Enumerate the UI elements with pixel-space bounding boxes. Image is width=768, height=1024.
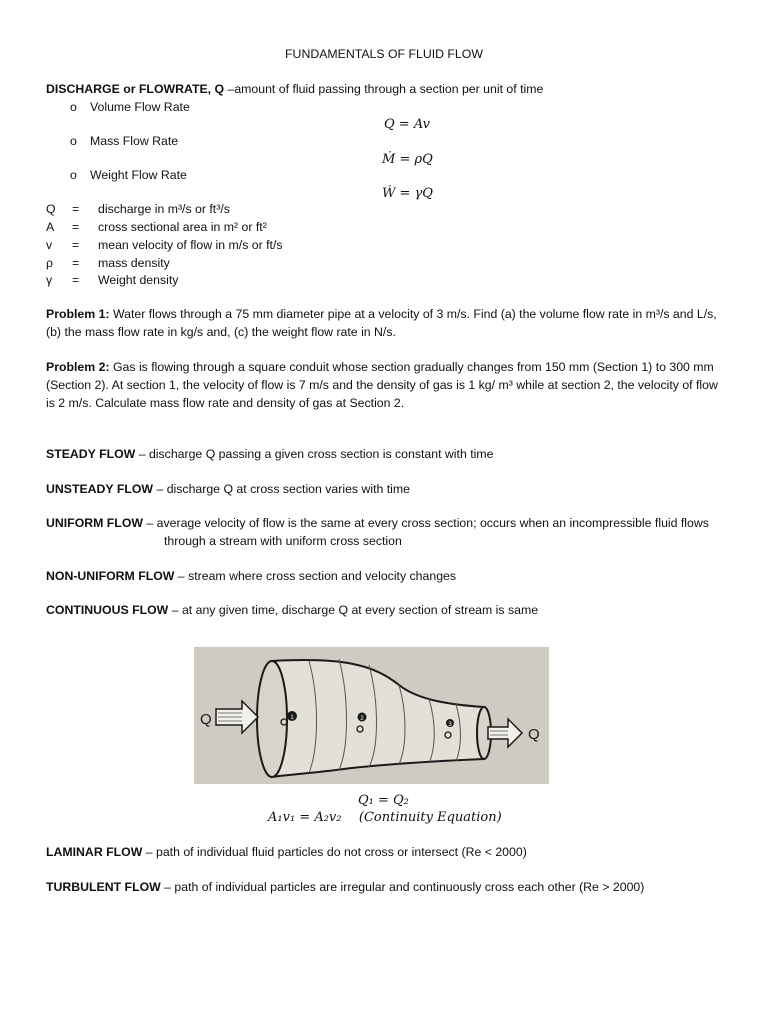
definition-equals: = (72, 220, 80, 234)
term: TURBULENT FLOW (46, 880, 161, 894)
discharge-heading-def: –amount of fluid passing through a section per unit of time (224, 82, 544, 96)
bullet-mark: o (70, 100, 77, 114)
definition: – at any given time, discharge Q at every section of stream is same (168, 603, 539, 617)
term: UNIFORM FLOW (46, 516, 143, 530)
continuity-figure (194, 647, 549, 784)
definition-equals: = (72, 202, 80, 216)
turbulent-flow-definition (46, 879, 644, 897)
outlet-q-label: Q (528, 726, 540, 743)
definition: through a stream with uniform cross section (164, 534, 402, 548)
equation-weight-flow: Ẇ = γQ (382, 186, 433, 201)
inlet-q-label: Q (200, 711, 212, 728)
definition-symbol: Q (46, 202, 56, 216)
conduit-body (272, 660, 484, 777)
definition: – stream where cross section and velocity changes (174, 569, 457, 583)
bullet-mass-flow (46, 133, 178, 151)
problem-2 (46, 359, 726, 412)
equation-mass-flow: Ṁ = ρQ (382, 152, 433, 167)
definition-row (46, 219, 267, 237)
equation-volume-flow: Q = Av (384, 117, 431, 132)
term: NON-UNIFORM FLOW (46, 569, 175, 583)
definition-symbol: v (46, 238, 53, 252)
continuity-note: (Continuity Equation) (358, 810, 502, 825)
problem-2-label: Problem 2: (46, 360, 110, 374)
definition-row (46, 255, 170, 273)
definition: – path of individual particles are irregular and continuously cross each other (Re > 2000) (160, 880, 645, 894)
problem-1-label: Problem 1: (46, 307, 110, 321)
definition: – average velocity of flow is the same at every cross section; occurs when an incompressible fluid flows (143, 516, 709, 530)
term: STEADY FLOW (46, 447, 136, 461)
problem-2-text: Gas is flowing through a square conduit whose section gradually changes from 150 mm (Section 1) to 300 mm (Section 2). At section 1, the velocity of flow is 7 m/s and the density of gas is 1 kg/ m³ while at section 2, the velocity of flow is 2 m/s. Calculate mass flow rate and density of gas at Section 2. (46, 360, 718, 410)
continuous-flow-definition (46, 602, 538, 620)
bullet-label: Weight Flow Rate (90, 168, 187, 182)
term: CONTINUOUS FLOW (46, 603, 169, 617)
section-label-1: 1 (290, 715, 294, 721)
definition-row (46, 201, 230, 219)
problem-1-text: Water flows through a 75 mm diameter pipe at a velocity of 3 m/s. Find (a) the volume flow rate in m³/s and L/s, (b) the mass flow rate in kg/s and, (c) the weight flow rate in N/s. (46, 307, 717, 339)
laminar-flow-definition (46, 844, 527, 862)
uniform-flow-definition (46, 515, 709, 533)
continuity-line-1: Q₁ = Q₂ (358, 793, 409, 808)
definition-symbol: ρ (46, 256, 53, 270)
bullet-label: Mass Flow Rate (90, 134, 179, 148)
definition-row (46, 237, 283, 255)
term: UNSTEADY FLOW (46, 482, 154, 496)
definition-symbol: γ (46, 273, 53, 287)
section-label-2: 2 (360, 716, 364, 722)
steady-flow-definition (46, 446, 493, 464)
bullet-mark: o (70, 168, 77, 182)
discharge-heading (46, 81, 543, 99)
continuity-line-2 (268, 809, 502, 828)
outlet-arrow-icon (488, 719, 522, 747)
page-title: FUNDAMENTALS OF FLUID FLOW (285, 47, 483, 61)
non-uniform-flow-definition (46, 568, 456, 586)
definition-text: Weight density (98, 273, 179, 287)
unsteady-flow-definition (46, 481, 410, 499)
term: LAMINAR FLOW (46, 845, 143, 859)
bullet-volume-flow (46, 99, 190, 117)
definition: – discharge Q at cross section varies with time (153, 482, 410, 496)
definition-equals: = (72, 256, 80, 270)
definition: – path of individual fluid particles do not cross or intersect (Re < 2000) (142, 845, 527, 859)
definition-row (46, 272, 178, 290)
definition-text: mean velocity of flow in m/s or ft/s (98, 238, 283, 252)
discharge-heading-term: DISCHARGE or FLOWRATE, Q (46, 82, 225, 96)
definition: – discharge Q passing a given cross section is constant with time (135, 447, 494, 461)
bullet-weight-flow (46, 167, 187, 185)
uniform-flow-definition-continued (46, 533, 402, 551)
continuity-equation: A₁v₁ = A₂v₂ (268, 810, 342, 825)
problem-1 (46, 306, 726, 342)
bullet-label: Volume Flow Rate (90, 100, 190, 114)
definition-equals: = (72, 238, 80, 252)
definition-text: cross sectional area in m² or ft² (98, 220, 267, 234)
definition-text: discharge in m³/s or ft³/s (98, 202, 230, 216)
definition-symbol: A (46, 220, 55, 234)
definition-text: mass density (98, 256, 170, 270)
conduit-drawing (194, 647, 549, 784)
bullet-mark: o (70, 134, 77, 148)
definition-equals: = (72, 273, 80, 287)
section-label-3: 3 (448, 722, 452, 728)
